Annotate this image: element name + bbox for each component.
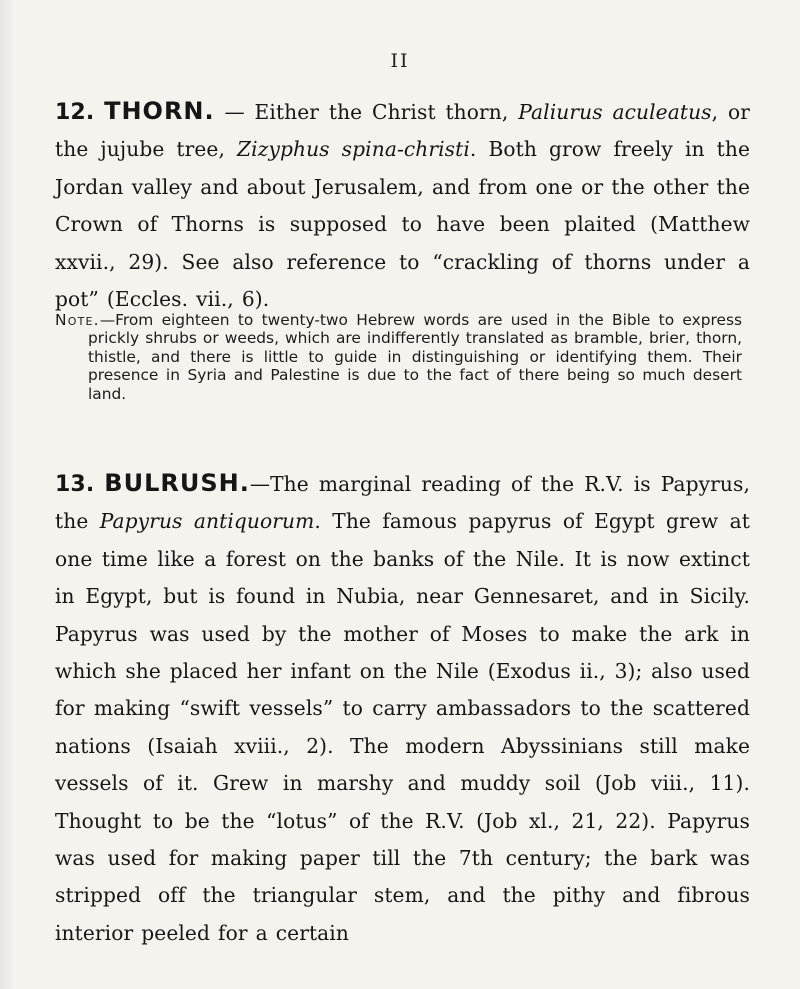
latin-name: Zizyphus spina-christi [237, 137, 470, 162]
entry-text: . The famous papyrus of Egypt grew at one time like a forest on the banks of the Nile. It is now extinct in Egypt, but is found in Nubia, near Gennesaret, and in Sicily. Papyrus was used by the mother of Moses to make the ark in which she placed her infant on the Nile (Exodus ii., 3); also used for making “swift vessels” to carry ambassadors to the scattered nations (Isaiah xviii., 2). The modern Abyssinians still make vessels of it. Grew in marshy and muddy soil (Job viii., 11). Thought to be the “lotus” of the R.V. (Job xl., 21, 22). Papyrus was used for making paper till the 7th century; the bark was stripped off the triangular stem, and the pithy and fibrous interior peeled for a certain [55, 509, 750, 945]
latin-name: Paliurus aculeatus [518, 100, 712, 124]
entry-thorn [55, 93, 750, 318]
note-paragraph [55, 311, 742, 403]
note-text: —From eighteen to twenty-two Hebrew words are used in the Bible to express prickly shrubs or weeds, which are indifferently translated as bramble, brier, thorn, thistle, and there is little to guide in distinguishing or identifying them. Their presence in Syria and Palestine is due to the fact of there being so much desert land. [88, 311, 742, 403]
entry-text: . Both grow freely in the Jordan valley and about Jerusalem, and from one or the other the Crown of Thorns is supposed to have been plaited (Matthew xxvii., 29). See also reference to “crackling of thorns under a pot” (Eccles. vii., 6). [55, 137, 750, 312]
scan-edge-shadow [0, 0, 14, 989]
note-label: Note. [55, 311, 100, 329]
entry-text: —The marginal reading of the R.V. is Papyrus, the [55, 472, 750, 534]
entry-bulrush [55, 465, 750, 952]
latin-name: Papyrus antiquorum [99, 509, 315, 534]
entry-number: 12. [55, 100, 95, 125]
entry-number: 13. [55, 472, 95, 497]
entry-heading: BULRUSH. [104, 469, 250, 497]
entry-text: — Either the Christ thorn, [214, 100, 519, 124]
entry-text: , or the jujube tree, [55, 100, 750, 162]
page-number: II [390, 50, 410, 72]
entry-heading: THORN. [104, 97, 215, 125]
